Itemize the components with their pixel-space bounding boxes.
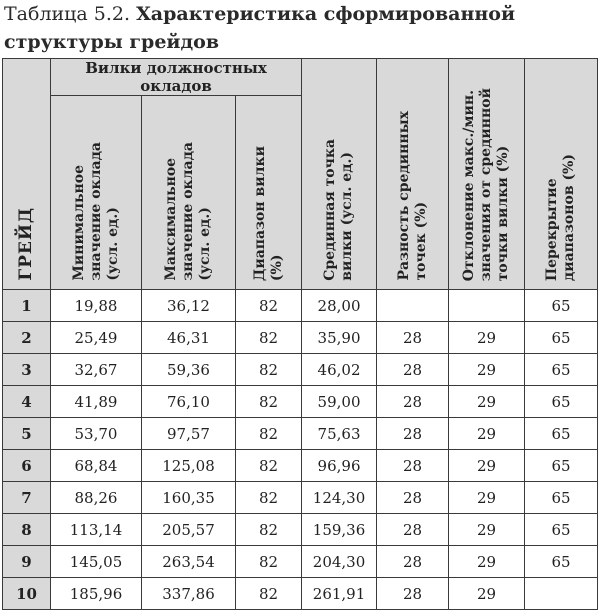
header-max-line: значение оклада: [180, 142, 196, 281]
cell-range: 82: [236, 354, 302, 386]
cell-min: 25,49: [51, 322, 142, 354]
cell-overlap: 65: [525, 450, 598, 482]
cell-max: 59,36: [142, 354, 236, 386]
header-midpoint-difference: [377, 59, 449, 290]
cell-min: 41,89: [51, 386, 142, 418]
table-row: [3, 322, 598, 354]
header-overlap-line: диапазонов (%): [561, 153, 578, 281]
header-min-line: значение оклада: [87, 142, 104, 281]
cell-range: 82: [236, 482, 302, 514]
cell-range: 82: [236, 322, 302, 354]
cell-min: 32,67: [51, 354, 142, 386]
table-row: [3, 514, 598, 546]
cell-grade: 5: [3, 418, 51, 450]
cell-mid: 261,91: [302, 578, 377, 610]
cell-dev: 29: [449, 482, 525, 514]
caption-label: Таблица 5.2.: [4, 3, 131, 25]
cell-mid: 204,30: [302, 546, 377, 578]
cell-range: 82: [236, 386, 302, 418]
cell-overlap: 65: [525, 354, 598, 386]
grade-structure-table: [2, 58, 598, 610]
cell-grade: 9: [3, 546, 51, 578]
table-row: [3, 578, 598, 610]
header-midpoint-line: Срединная точка: [322, 139, 339, 281]
cell-grade: 4: [3, 386, 51, 418]
cell-grade: 7: [3, 482, 51, 514]
cell-overlap: 65: [525, 418, 598, 450]
cell-grade: 6: [3, 450, 51, 482]
cell-diff: 28: [377, 546, 449, 578]
cell-diff: 28: [377, 482, 449, 514]
cell-min: 185,96: [51, 578, 142, 610]
cell-range: 82: [236, 450, 302, 482]
header-deviation: [449, 59, 525, 290]
cell-grade: 3: [3, 354, 51, 386]
table-row: [3, 482, 598, 514]
header-salary-ranges-group: Вилки должностных окладов: [51, 59, 302, 96]
header-range-line: (%): [268, 254, 285, 281]
cell-overlap: 65: [525, 514, 598, 546]
cell-mid: 46,02: [302, 354, 377, 386]
cell-range: 82: [236, 514, 302, 546]
cell-dev: 29: [449, 578, 525, 610]
cell-mid: 96,96: [302, 450, 377, 482]
cell-grade: 1: [3, 290, 51, 322]
cell-dev: 29: [449, 322, 525, 354]
header-overlap: [525, 59, 598, 290]
cell-overlap: 65: [525, 290, 598, 322]
table-row: [3, 450, 598, 482]
cell-dev: [449, 290, 525, 322]
header-max-salary: [142, 96, 236, 290]
cell-max: 160,35: [142, 482, 236, 514]
cell-mid: 28,00: [302, 290, 377, 322]
table-caption: [4, 0, 596, 56]
cell-diff: [377, 290, 449, 322]
cell-range: 82: [236, 418, 302, 450]
header-grade-text: ГРЕЙД: [16, 207, 36, 281]
cell-diff: 28: [377, 322, 449, 354]
header-diff-line: Разность срединных: [395, 111, 412, 281]
cell-diff: 28: [377, 578, 449, 610]
cell-overlap: 65: [525, 546, 598, 578]
table-row: [3, 290, 598, 322]
cell-max: 36,12: [142, 290, 236, 322]
cell-max: 46,31: [142, 322, 236, 354]
header-range: [236, 96, 302, 290]
header-min-line: Минимальное: [70, 165, 87, 281]
cell-diff: 28: [377, 354, 449, 386]
cell-min: 19,88: [51, 290, 142, 322]
cell-max: 97,57: [142, 418, 236, 450]
cell-min: 68,84: [51, 450, 142, 482]
cell-range: 82: [236, 290, 302, 322]
cell-max: 205,57: [142, 514, 236, 546]
header-diff-line: точек (%): [412, 202, 429, 281]
cell-grade: 10: [3, 578, 51, 610]
cell-max: 125,08: [142, 450, 236, 482]
cell-grade: 8: [3, 514, 51, 546]
caption-title: Характеристика сформированной структуры грейдов: [4, 3, 516, 53]
header-min-line: (усл. ед.): [104, 207, 121, 281]
cell-min: 88,26: [51, 482, 142, 514]
cell-max: 76,10: [142, 386, 236, 418]
cell-max: 263,54: [142, 546, 236, 578]
cell-mid: 35,90: [302, 322, 377, 354]
header-midpoint: [302, 59, 377, 290]
cell-overlap: 65: [525, 322, 598, 354]
header-max-line: (усл. ед.): [197, 207, 213, 281]
cell-overlap: 65: [525, 482, 598, 514]
cell-range: 82: [236, 578, 302, 610]
cell-mid: 59,00: [302, 386, 377, 418]
cell-range: 82: [236, 546, 302, 578]
cell-dev: 29: [449, 418, 525, 450]
header-dev-line: значения от срединной: [478, 87, 495, 281]
cell-diff: 28: [377, 386, 449, 418]
header-min-salary: [51, 96, 142, 290]
cell-min: 145,05: [51, 546, 142, 578]
cell-overlap: [525, 578, 598, 610]
table-row: [3, 354, 598, 386]
table-row: [3, 418, 598, 450]
header-max-line: Максимальное: [163, 158, 179, 281]
cell-mid: 124,30: [302, 482, 377, 514]
cell-dev: 29: [449, 354, 525, 386]
table-row: [3, 546, 598, 578]
cell-min: 53,70: [51, 418, 142, 450]
cell-overlap: 65: [525, 386, 598, 418]
header-overlap-line: Перекрытие: [544, 178, 561, 281]
cell-dev: 29: [449, 450, 525, 482]
cell-diff: 28: [377, 450, 449, 482]
cell-max: 337,86: [142, 578, 236, 610]
cell-grade: 2: [3, 322, 51, 354]
cell-dev: 29: [449, 514, 525, 546]
table-row: [3, 386, 598, 418]
header-dev-line: Отклонение макс./мин.: [461, 89, 478, 281]
cell-mid: 75,63: [302, 418, 377, 450]
cell-dev: 29: [449, 386, 525, 418]
cell-dev: 29: [449, 546, 525, 578]
header-grade: [3, 59, 51, 290]
cell-diff: 28: [377, 418, 449, 450]
header-midpoint-line: вилки (усл. ед.): [339, 152, 356, 281]
header-range-line: Диапазон вилки: [251, 145, 268, 281]
cell-mid: 159,36: [302, 514, 377, 546]
cell-min: 113,14: [51, 514, 142, 546]
cell-diff: 28: [377, 514, 449, 546]
header-dev-line: точки вилки (%): [495, 145, 512, 281]
